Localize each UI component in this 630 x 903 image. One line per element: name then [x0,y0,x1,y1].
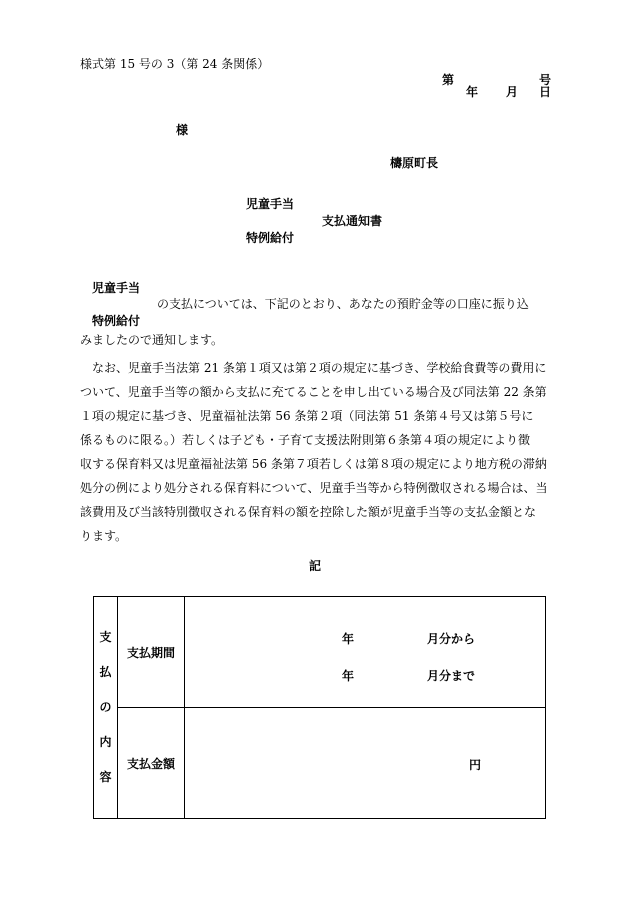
paragraph-line: 収する保育料又は児童福祉法第 56 条第７項若しくは第８項の規定により地方税の滞納 [80,457,547,471]
form-number: 様式第 15 号の 3（第 24 条関係） [80,57,270,71]
period-to-year: 年 [342,669,355,683]
amount-label-cell [118,708,185,819]
period-to-month: 月分まで [427,669,476,683]
side-char: 払 [99,665,112,679]
opening-bottom: 特例給付 [92,314,141,328]
paragraph-line: 該費用及び当該特別徴収される保育料の額を控除した額が児童手当等の支払金額とな [80,505,537,519]
period-label-cell [118,597,185,708]
paragraph-line: 係るものに限る。）若しくは子ども・子育て支援法附則第６条第４項の規定により徴 [80,433,531,447]
date-year: 年 [466,85,479,99]
title-line1: 児童手当 [246,197,295,211]
issuer: 檮原町長 [390,156,439,170]
date-day: 日 [539,85,552,99]
date-month: 月 [506,85,519,99]
paragraph-line: ついて、児童手当等の額から支払に充てることを申し出ている場合及び同法第 22 条第 [80,385,547,399]
opening-top: 児童手当 [92,281,141,295]
paragraph-line: なお、児童手当法第 21 条第１項又は第２項の規定に基づき、学校給食費等の費用に [92,361,547,375]
doc-number-suffix: 号 [539,73,552,87]
side-char: 容 [99,770,112,784]
amount-label: 支払金額 [126,756,175,771]
period-from-month: 月分から [427,632,476,646]
period-value-cell [185,597,546,708]
paragraph-line: ります。 [80,529,128,543]
doc-number-prefix: 第 [442,73,455,87]
amount-unit: 円 [469,758,482,772]
payment-content-side-label [94,597,118,819]
side-char: の [99,700,112,714]
period-from-year: 年 [342,632,355,646]
ki-label: 記 [309,559,322,573]
side-char: 支 [99,630,112,644]
side-char: 内 [99,735,112,749]
period-label: 支払期間 [126,645,175,660]
payment-details-table [93,596,546,819]
paragraph-line: １項の規定に基づき、児童福祉法第 56 条第２項（同法第 51 条第４号又は第５号に [80,409,534,423]
opening-cont: みましたので通知します。 [80,333,224,347]
addressee-suffix: 様 [176,123,189,137]
paragraph-line: 処分の例により処分される保育料について、児童手当等から特例徴収される場合は、当 [80,481,548,495]
title-line2: 支払通知書 [322,214,383,228]
amount-value-cell [185,708,546,819]
opening-main: の支払については、下記のとおり、あなたの預貯金等の口座に振り込 [157,297,529,311]
title-line3: 特例給付 [246,231,295,245]
